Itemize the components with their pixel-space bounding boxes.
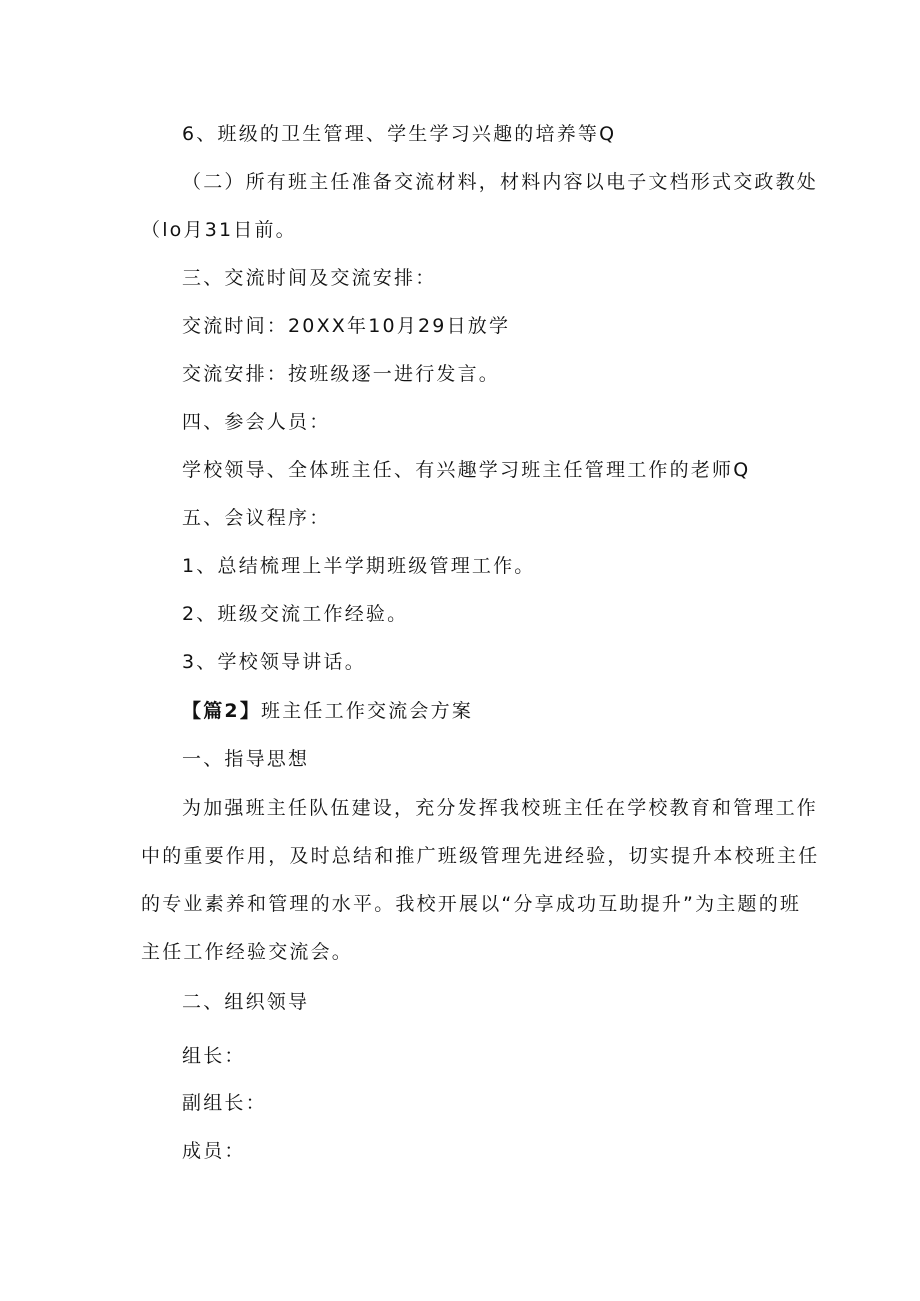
heading-attendees: 四、参会人员：	[182, 411, 331, 433]
heading-guiding-ideology: 一、指导思想	[182, 748, 310, 770]
paragraph-materials: （二）所有班主任准备交流材料，材料内容以电子文档形式交政教处	[182, 171, 819, 193]
heading-organization: 二、组织领导	[182, 991, 310, 1013]
paragraph-guiding-line-1: 为加强班主任队伍建设，充分发挥我校班主任在学校教育和管理工作	[182, 797, 819, 819]
heading-procedure: 五、会议程序：	[182, 507, 331, 529]
exchange-arrangement: 交流安排：按班级逐一进行发言。	[182, 363, 501, 385]
attendees-list: 学校领导、全体班主任、有兴趣学习班主任管理工作的老师Q	[182, 459, 751, 481]
section-title	[182, 698, 473, 724]
exchange-time: 交流时间：20XX年10月29日放学	[182, 315, 511, 337]
section-title-text: 班主任工作交流会方案	[261, 700, 474, 722]
item-6-hygiene: 6、班级的卫生管理、学生学习兴趣的培养等Q	[182, 123, 617, 145]
deputy-group-leader: 副组长：	[182, 1092, 267, 1114]
procedure-item-1: 1、总结梳理上半学期班级管理工作。	[182, 555, 536, 577]
paragraph-materials-deadline: （lo月31日前。	[141, 219, 297, 241]
group-leader: 组长：	[182, 1045, 246, 1067]
procedure-item-3: 3、学校领导讲话。	[182, 651, 366, 673]
paragraph-guiding-line-4: 主任工作经验交流会。	[141, 941, 354, 963]
paragraph-guiding-line-3: 的专业素养和管理的水平。我校开展以“分享成功互助提升”为主题的班	[141, 893, 802, 915]
paragraph-guiding-line-2: 中的重要作用，及时总结和推广班级管理先进经验，切实提升本校班主任	[141, 845, 820, 867]
members: 成员：	[182, 1140, 246, 1162]
procedure-item-2: 2、班级交流工作经验。	[182, 603, 409, 625]
section-marker: 【篇2】	[182, 700, 262, 722]
heading-time-arrangement: 三、交流时间及交流安排：	[182, 267, 437, 289]
